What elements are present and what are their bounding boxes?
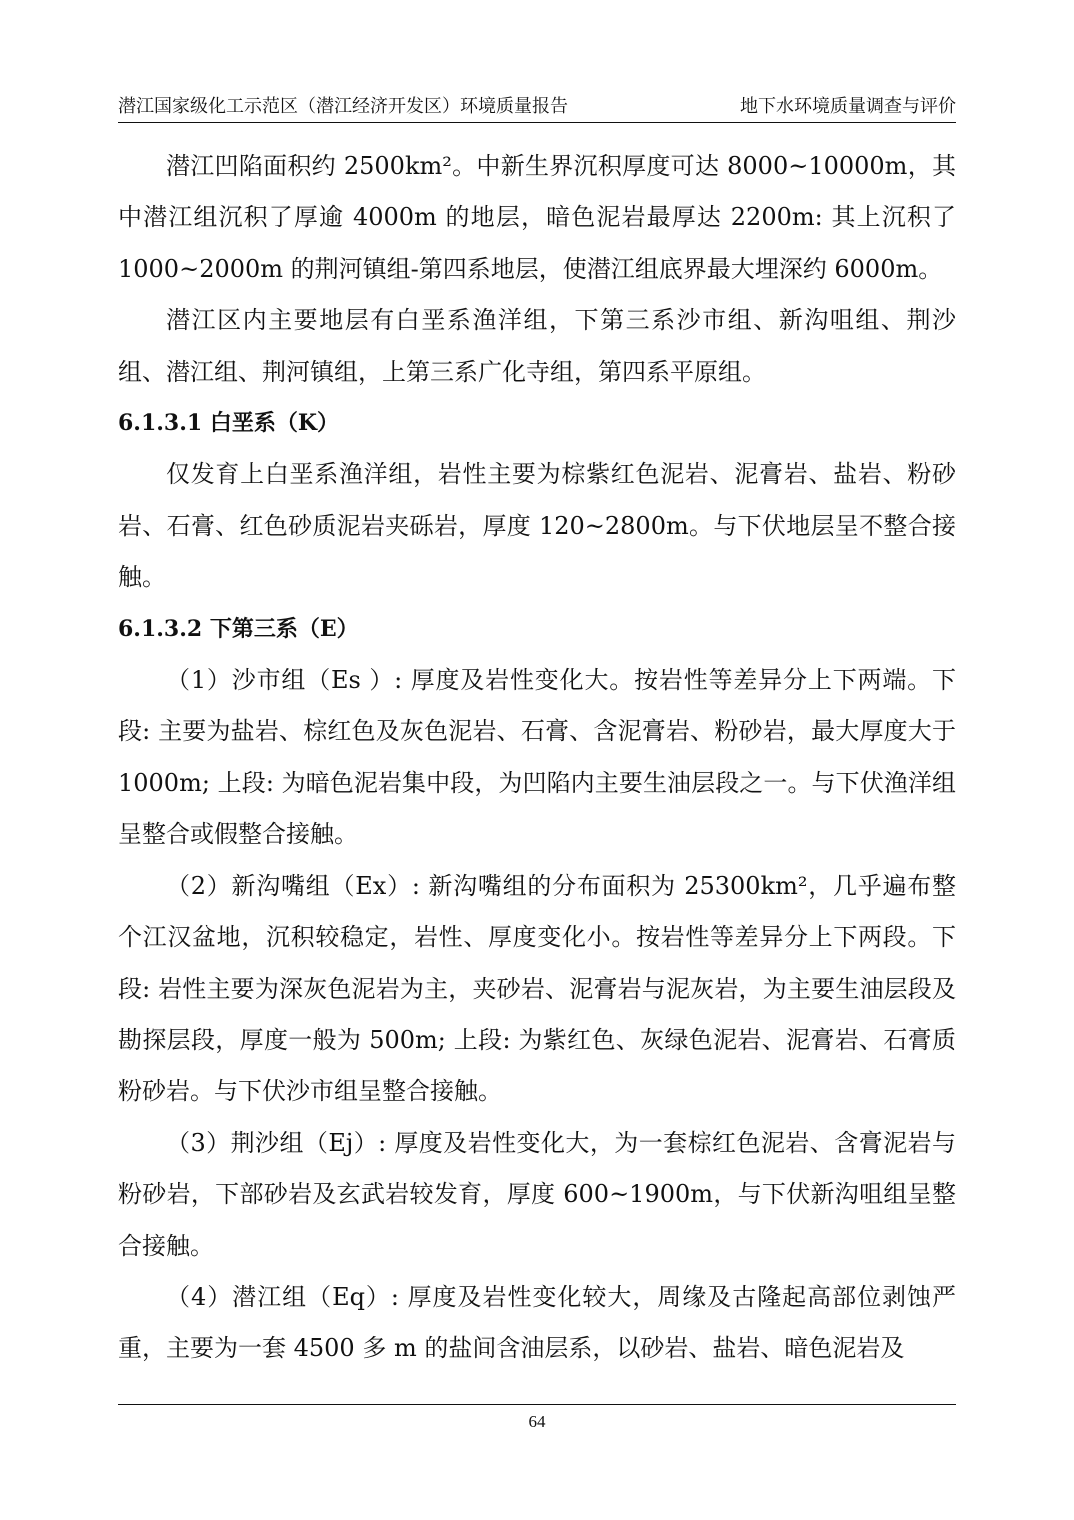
section-heading-lower-tertiary: 6.1.3.2 下第三系（E） (118, 615, 359, 642)
header-chapter-title: 地下水环境质量调查与评价 (740, 96, 956, 117)
page-number: 64 (528, 1412, 546, 1431)
page-header (118, 92, 956, 120)
header-report-title: 潜江国家级化工示范区（潜江经济开发区）环境质量报告 (118, 96, 568, 117)
paragraph-cretaceous: 仅发育上白垩系渔洋组，岩性主要为棕紫红色泥岩、泥膏岩、盐岩、粉砂岩、石膏、红色砂质泥岩夹砾岩，厚度 120~2800m。与下伏地层呈不整合接触。 (118, 460, 956, 592)
paragraph-qianjiang-formation: （4）潜江组（Eq）: 厚度及岩性变化较大，周缘及古隆起高部位剥蚀严重，主要为一套 4500 多 m 的盐间含油层系，以砂岩、盐岩、暗色泥岩及 (118, 1282, 956, 1363)
paragraph-main-strata: 潜江区内主要地层有白垩系渔洋组，下第三系沙市组、新沟咀组、荆沙组、潜江组、荆河镇组，上第三系广化寺组，第四系平原组。 (118, 306, 956, 386)
paragraph-depression-area: 潜江凹陷面积约 2500km²。中新生界沉积厚度可达 8000~10000m，其中潜江组沉积了厚逾 4000m 的地层，暗色泥岩最厚达 2200m: 其上沉积了 1000~2000m 的荆河镇组-第四系地层，使潜江组底界最大埋深约 6000m。 (118, 152, 956, 283)
header-rule (118, 122, 956, 123)
paragraph-jingsha-formation: （3）荆沙组（Ej）: 厚度及岩性变化大，为一套棕红色泥岩、含膏泥岩与粉砂岩，下部砂岩及玄武岩较发育，厚度 600~1900m，与下伏新沟咀组呈整合接触。 (118, 1128, 956, 1260)
paragraph-xingouzui-formation: （2）新沟嘴组（Ex）: 新沟嘴组的分布面积为 25300km²，几乎遍布整个江汉盆地，沉积较稳定，岩性、厚度变化小。按岩性等差异分上下两段。下段: 岩性主要为深灰色泥岩为主，夹砂岩、泥膏岩与泥灰岩，为主要生油层段及勘探层段，厚度一般为 500m; 上段: 为紫红色、灰绿色泥岩、泥膏岩、石膏质粉砂岩。与下伏沙市组呈整合接触。 (118, 871, 956, 1106)
document-body (118, 141, 956, 1375)
footer-rule (118, 1404, 956, 1405)
section-heading-cretaceous: 6.1.3.1 白垩系（K） (118, 410, 339, 437)
paragraph-shashi-formation: （1）沙市组（Es ）: 厚度及岩性变化大。按岩性等差异分上下两端。下段: 主要为盐岩、棕红色及灰色泥岩、石膏、含泥膏岩、粉砂岩，最大厚度大于 1000m; 上段: 为暗色泥岩集中段，为凹陷内主要生油层段之一。与下伏渔洋组呈整合或假整合接触。 (118, 666, 956, 849)
